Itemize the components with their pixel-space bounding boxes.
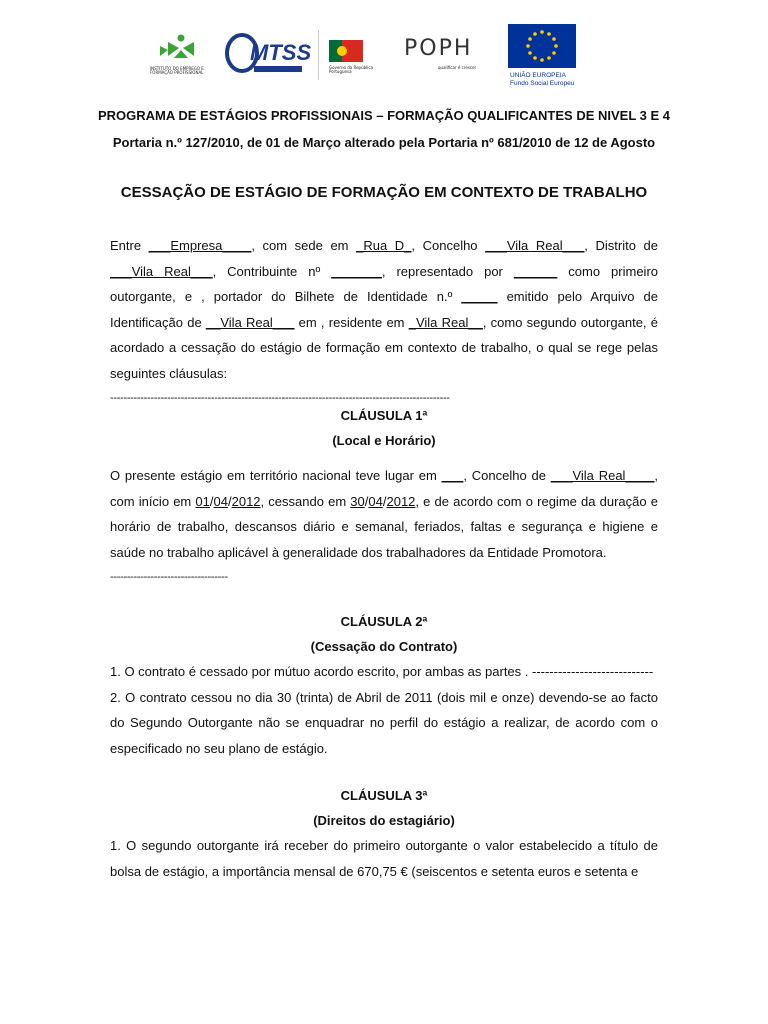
eu-text2: Fundo Social Europeu: [510, 80, 575, 87]
text: , com sede em: [251, 238, 357, 253]
clause-1: [110, 403, 658, 591]
poph-logo: [402, 30, 498, 74]
end-month: 04: [368, 493, 383, 509]
logo-bar: [0, 0, 768, 100]
text: , com início em: [110, 468, 658, 509]
text: /: [382, 493, 387, 509]
text: , como segundo outorgante, é acordado a cessação do estágio de formação em contexto de trabalho, o qual se rege pelas seguintes cláusulas:: [110, 314, 658, 381]
iefp-mark-icon: [150, 34, 212, 62]
text: , Distrito de: [584, 238, 659, 253]
text: /: [227, 493, 232, 509]
end-year: 2012: [386, 493, 416, 509]
empresa-field: ___Empresa____: [148, 238, 252, 253]
text: /: [364, 493, 369, 509]
iefp-text: INSTITUTO DO EMPREGO E FORMAÇÃO PROFISSIONAL: [150, 66, 204, 75]
start-day: 01: [195, 493, 210, 509]
eu-flag-icon: [508, 24, 576, 68]
gov-logo: [318, 30, 399, 80]
text: Entre: [110, 238, 149, 253]
document-title: CESSAÇÃO DE ESTÁGIO DE FORMAÇÃO EM CONTEXTO DE TRABALHO: [120, 184, 648, 201]
portaria-line: Portaria n.º 127/2010, de 01 de Março alterado pela Portaria nº 681/2010 de 12 de Agosto: [112, 135, 656, 150]
text: , Contribuinte nº: [212, 263, 332, 279]
concelho-field: ___Vila Real____: [550, 468, 655, 483]
clause-2-title: CLÁUSULA 2ª: [340, 614, 428, 629]
poph-text: POPH: [404, 36, 473, 61]
bi-field: _____: [461, 289, 498, 304]
concelho-field: ___Vila Real___: [485, 238, 585, 253]
clause-3: [110, 783, 658, 884]
poph-sub: qualificar é crescer: [438, 65, 477, 70]
start-month: 04: [213, 493, 228, 509]
clause-2: [110, 609, 658, 761]
eu-text1: UNIÃO EUROPEIA: [510, 72, 566, 79]
representante-field: ______: [513, 263, 558, 279]
clause-2-subtitle: (Cessação do Contrato): [310, 639, 458, 654]
end-day: 30: [350, 493, 365, 509]
rua-field: _Rua D_: [356, 238, 412, 253]
arquivo-field: __Vila Real___: [205, 314, 295, 330]
eu-logo: [508, 24, 588, 94]
text: , Concelho de: [463, 468, 551, 483]
clause-1-title: CLÁUSULA 1ª: [340, 408, 428, 423]
contribuinte-field: _______: [331, 263, 382, 279]
distrito-field: ___Vila Real___: [110, 263, 213, 279]
separator-dashes: -----------------------------------------------------------------------------------------------------: [110, 392, 450, 404]
mtss-logo: [224, 32, 312, 74]
text: emitido pelo Arquivo de Identificação de: [110, 289, 658, 330]
text: , Concelho: [411, 238, 486, 253]
text: em , residente em: [294, 314, 409, 330]
clause-3-title: CLÁUSULA 3ª: [340, 788, 428, 803]
text: , representado por: [381, 263, 514, 279]
clause-3-item-1: 1. O segundo outorgante irá receber do primeiro outorgante o valor estabelecido a título de bolsa de estágio, a importância mensal de 670,75 € (seiscentos e setenta euros e setenta e: [110, 838, 658, 879]
clause-3-subtitle: (Direitos do estagiário): [313, 813, 455, 828]
gov-text: Governo da República Portuguesa: [329, 65, 374, 74]
text: , e de acordo com o regime da duração e horário de trabalho, descansos diário e semanal, feriados, faltas e segurança e higiene e saúde no trabalho aplicável à generalidade dos trabalhadores da Entidade Promotora.: [110, 493, 658, 560]
program-title: PROGRAMA DE ESTÁGIOS PROFISSIONAIS – FORMAÇÃO QUALIFICANTES DE NIVEL 3 E 4: [97, 108, 671, 123]
separator-dashes: -----------------------------------: [110, 571, 228, 583]
iefp-logo: [150, 34, 212, 75]
portugal-flag-icon: [329, 40, 363, 62]
clause-2-item-1: 1. O contrato é cessado por mútuo acordo escrito, por ambas as partes . ----------------------------: [110, 664, 654, 679]
text: , cessando em: [260, 493, 351, 509]
text: como primeiro outorgante, e , portador do Bilhete de Identidade n.º: [110, 263, 658, 304]
text: O presente estágio em território nacional teve lugar em: [110, 468, 442, 483]
local-field: ___: [441, 468, 464, 483]
text: /: [209, 493, 214, 509]
clause-1-subtitle: (Local e Horário): [332, 433, 436, 448]
start-year: 2012: [231, 493, 261, 509]
clause-1-body: [110, 463, 658, 591]
residente-field: _Vila Real__: [408, 314, 483, 330]
clause-2-item-2: 2. O contrato cessou no dia 30 (trinta) de Abril de 2011 (dois mil e onze) devendo-se ao facto do Segundo Outorgante não se enquadrar no perfil do estágio a realizar, de acordo com o especificado no seu plano de estágio.: [110, 689, 658, 756]
intro-paragraph: [110, 233, 658, 412]
mtss-text: MTSS: [250, 40, 312, 65]
